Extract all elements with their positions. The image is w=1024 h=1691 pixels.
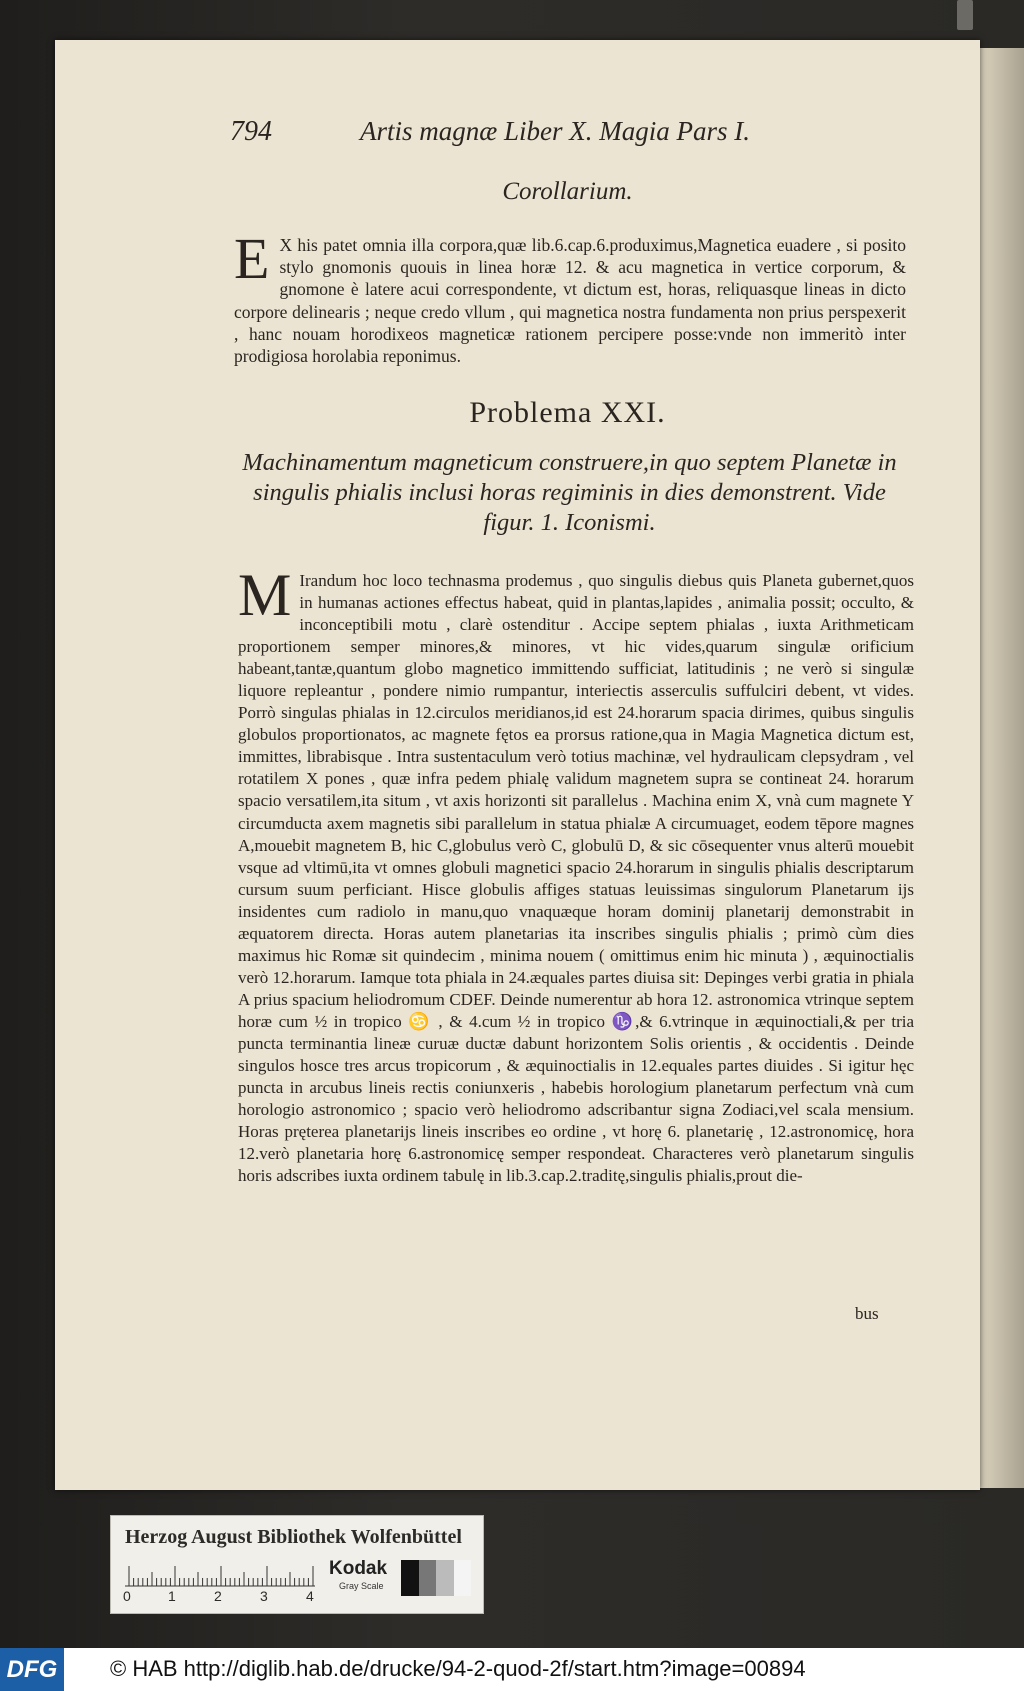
corollarium-heading: Corollarium. — [502, 178, 633, 205]
dfg-logo: DFG — [0, 1648, 64, 1691]
problem-title: Problema XXI. — [469, 396, 666, 429]
ruler-number: 2 — [214, 1588, 222, 1604]
ruler-numbers — [123, 1588, 323, 1606]
ruler-number: 0 — [123, 1588, 131, 1604]
copyright-link[interactable]: © HAB http://diglib.hab.de/drucke/94-2-quod-2f/start.htm?image=00894 — [110, 1656, 806, 1681]
ruler-number: 1 — [168, 1588, 176, 1604]
drop-cap-e: E — [234, 226, 270, 291]
catchword: bus — [855, 1304, 879, 1323]
page-number: 794 — [230, 116, 272, 147]
library-name: Herzog August Bibliothek Wolfenbüttel — [125, 1526, 462, 1548]
problem-text: Irandum hoc loco technasma prodemus , quo singulis diebus quis Planeta gubernet,quos in humanas actiones effectus habeat, quid in plantas,lapides , animalia possit; occulto, & inconceptibili motu , clarè ostenditur . Accipe septem phialas , iuxta Arithmeticam proportionem semper minores,& minores, vt hic vides,quarum singulæ orificium habeant,tantæ,quantum globo magnetico immittendo sufficiat, latitudinis ; ne verò si singulæ liquore repleantur , pondere nimio rumpantur, interiectis asserculis suffulciri debent, vt vides. Porrò singulas phialas in 12.circulos meridianos,id est 24.horarum spacia dirimes, quibus singulis globulos proportionatos, ac magnete fętos ea prorsus ratione,qua in Magia Magnetica dictum est, immittes, librabisque . Intra sustentaculum verò totius machinæ, vel hydraulicam clepsydram , vel rotatilem X pones , quæ infra pedem phialę validum magnetem supra se contineat 24. horarum spacio versatilem,ita situm , vt axis horizonti sit parallelus . Machina enim X, vnà cum magnete Y circumducta axem magnetis sibi parallelum in statua phialæ A circumuaget, eodem tēpore magnes A,mouebit magnetem B, hic C,globulus verò C, globulū D, & sic cōsequenter vnus alterū mouebit vsque ad vltimū,ita vt omnes globuli magnetici spacio 24.horarum in singulis phialis descriptarum cursum suum perficiant. Hisce globulis affiges statuas leuissimas singulorum Planetarum ijs insidentes cum radiolo in manu,quo vnaquæque horam dominij planetarij demonstrabit in æquatorem directa. Horas autem planetarias ita inscribes singulis phialis ; primò cùm dies maximus hic Romæ sit quindecim , minima nouem ( omittimus enim hic minuta ) , æquinoctialis verò 12.horarum. Iamque tota phiala in 24.æquales partes diuisa sit: Depinges verbi gratia in phiala A prius spacium heliodromum CDEF. Deinde numerentur ab hora 12. astronomica vtrinque septem horæ cum ½ in tropico ♋ , & 4.cum ½ in tropico ♑,& 6.vtrinque in æquinoctiali,& per tria puncta terminantia lineæ curuæ ductæ dabunt horizontem Solis orientis , & occidentis . Deinde singulos hosce tres arcus tropicorum , & æquinoctialis in 12.equales partes diuides . Si igitur hęc puncta in arcubus lineis rectis coniunxeris , habebis horologium planetarum perfectum vnà cum horologio astronomico ; spacio verò heliodromo adscribantur signa Zodiaci,vel scala mensium. Horas pręterea planetarijs lineis inscribes eo ordine , vt horę 6. planetarię , 12.astronomicę, hora 12.verò planetaria horę 6.astronomicę semper respondeat. Characteres verò planetarum singulis horis adscribes iuxta ordinem tabulę in lib.3.cap.2.traditę,singulis phialis,prout die- — [238, 571, 914, 1186]
ruler-number: 3 — [260, 1588, 268, 1604]
corollarium-paragraph — [234, 226, 906, 367]
drop-cap-m: M — [238, 562, 292, 628]
running-head — [230, 116, 790, 152]
running-head-title: Artis magnæ Liber X. Magia Pars I. — [360, 116, 751, 146]
problem-paragraph — [238, 562, 914, 1187]
problem-subtitle: Machinamentum magneticum construere,in quo septem Planetæ in singulis phialis inclusi horas regiminis in dies demonstrent. Vide figur. 1. Iconismi. — [242, 449, 897, 536]
footer-bar — [0, 1648, 1024, 1691]
corollarium-text: X his patet omnia illa corpora,quæ lib.6.cap.6.produximus,Magnetica euadere , si posito stylo gnomonis quouis in linea horæ 12. & acu magnetica in vertice corporum, & gnomone è latere acui correspondente, vt dictum est, horas, reliquasque lineas in dicto corpore delinearis ; neque credo vllum , qui magnetica nostra fundamenta non prius perspexerit , hanc nouam horodixeos magneticæ rationem percipere posse:vnde non immeritò inter prodigiosa horolabia reponimus. — [234, 235, 906, 367]
gray-scale-patches — [401, 1560, 471, 1596]
scale-ruler — [125, 1560, 325, 1588]
kodak-logo: Kodak — [329, 1558, 388, 1579]
kodak-subtitle: Gray Scale — [339, 1581, 384, 1591]
binding-clip — [957, 0, 973, 30]
ruler-number: 4 — [306, 1588, 314, 1604]
library-label — [110, 1515, 484, 1614]
